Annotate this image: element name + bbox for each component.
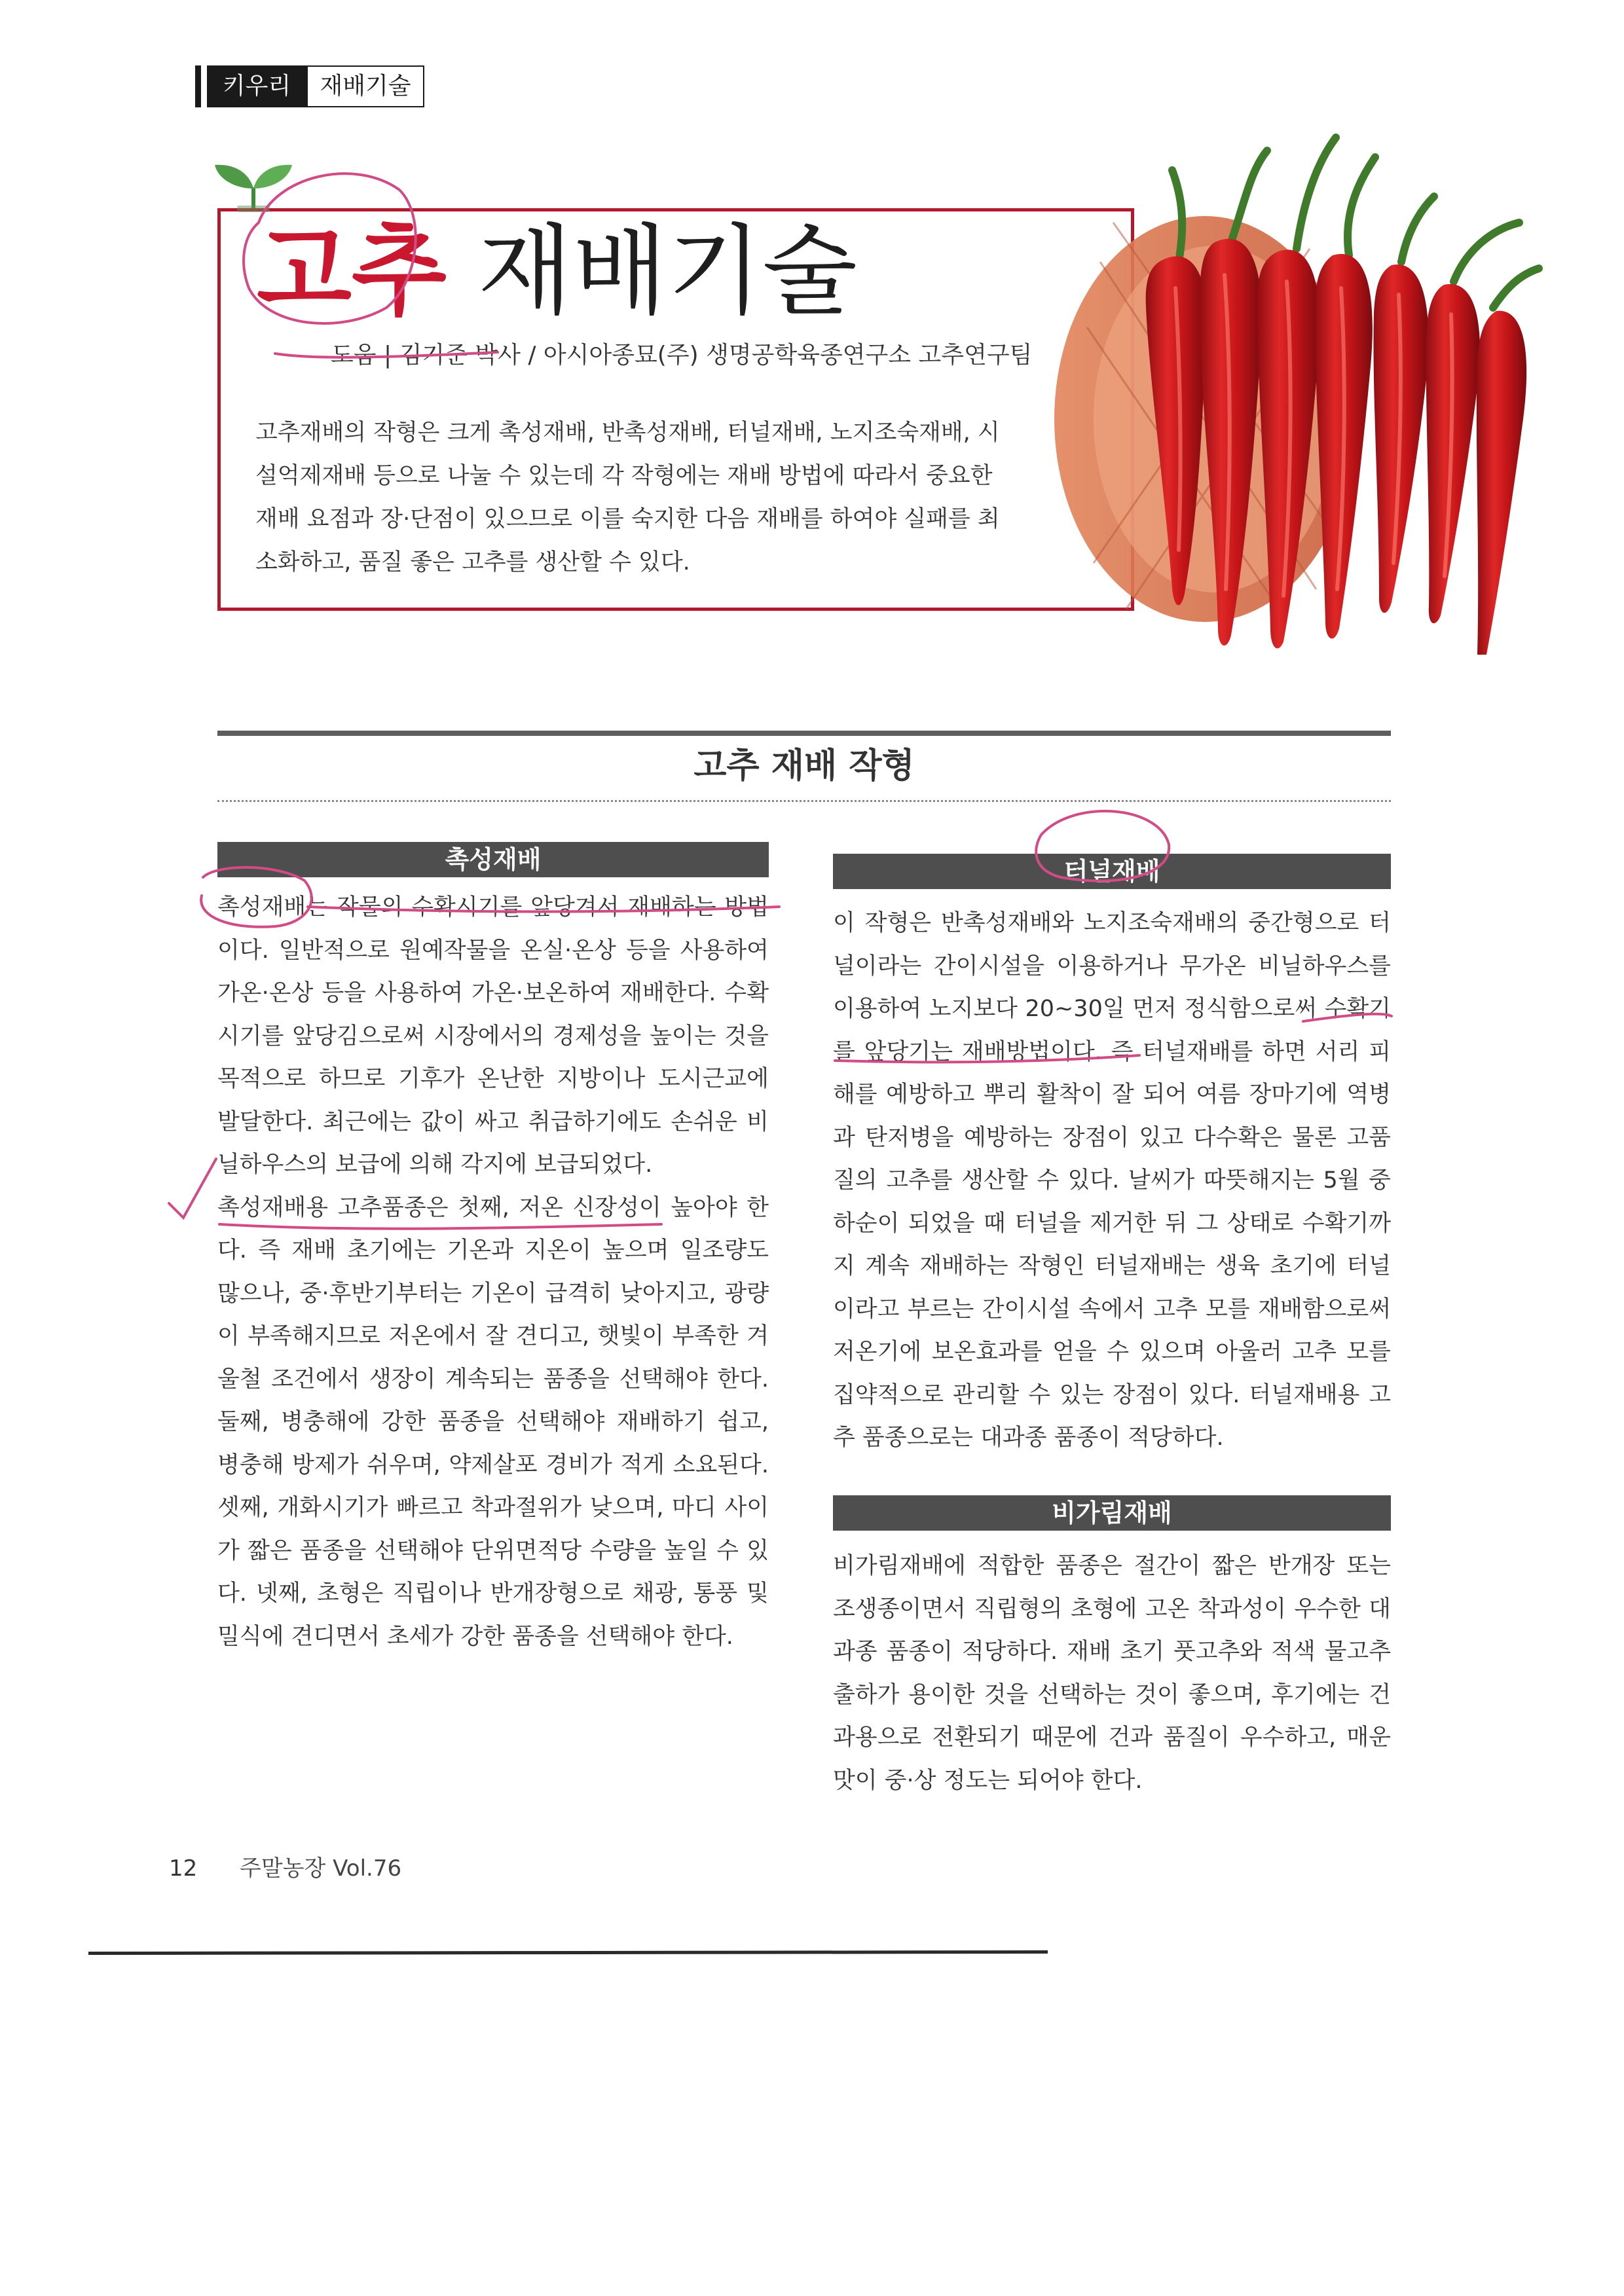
scan-edge-line	[88, 1950, 1048, 1955]
red-peppers-illustration	[1035, 92, 1545, 655]
sprout-icon	[211, 156, 296, 215]
page-title	[257, 216, 857, 327]
tunnel-paragraph-1: 이 작형은 반촉성재배와 노지조숙재배의 중간형으로 터널이라는 간이시설을 이용하거나 무가온 비닐하우스를 이용하여 노지보다 20~30일 먼저 정식함으로써 수확기를 앞당기는 재배방법이다. 즉 터널재배를 하면 서리 피해를 예방하고 뿌리 활착이 잘 되어 여름 장마기에 역병과 탄저병을 예방하는 장점이 있고 다수확은 물론 고품질의 고추를 생산할 수 있다. 날씨가 따뜻해지는 5월 중하순이 되었을 때 터널을 제거한 뒤 그 상태로 수확기까지 계속 재배하는 작형인 터널재배는 생육 초기에 터널이라고 부르는 간이시설 속에서 고추 모를 재배함으로써 저온기에 보온효과를 얻을 수 있으며 아울러 고추 모를 집약적으로 관리할 수 있는 장점이 있다. 터널재배용 고추 품종으로는 대과종 품종이 적당하다.	[833, 910, 1391, 1451]
pen-check	[169, 1159, 216, 1218]
byline: 도움 | 김기준 박사 / 아시아종묘(주) 생명공학육종연구소 고추연구팀	[331, 342, 1033, 369]
magazine-name: 주말농장 Vol.76	[240, 1855, 402, 1882]
chokseong-paragraph-1: 촉성재배는 작물의 수확시기를 앞당겨서 재배하는 방법이다. 일반적으로 원예작물을 온실·온상 등을 사용하여 가온·온상 등을 사용하여 가온·보온하여 재배한다. 수확시기를 앞당김으로써 시장에서의 경제성을 높이는 것을 목적으로 하므로 기후가 온난한 지방이나 도시근교에 발달한다. 최근에는 값이 싸고 취급하기에도 손쉬운 비닐하우스의 보급에 의해 각지에 보급되었다.	[217, 894, 769, 1178]
chokseong-paragraph-2: 촉성재배용 고추품종은 첫째, 저온 신장성이 높아야 한다. 즉 재배 초기에는 기온과 지온이 높으며 일조량도 많으나, 중·후반기부터는 기온이 급격히 낮아지고, 광량이 부족해지므로 저온에서 잘 견디고, 햇빛이 부족한 겨울철 조건에서 생장이 계속되는 품종을 선택해야 한다. 둘째, 병충해에 강한 품종을 선택해야 재배하기 쉽고, 병충해 방제가 쉬우며, 약제살포 경비가 적게 소요된다. 셋째, 개화시기가 빠르고 착과절위가 낮으며, 마디 사이가 짧은 품종을 선택해야 단위면적당 수량을 높일 수 있다. 넷째, 초형은 직립이나 반개장형으로 채광, 통풍 및 밀식에 견디면서 초세가 강한 품종을 선택해야 한다.	[217, 1194, 769, 1650]
section-rule-top	[217, 731, 1391, 736]
header-tag-bar	[195, 65, 201, 107]
section-title: 고추 재배 작형	[693, 746, 915, 786]
column-tunnel	[833, 902, 1391, 1460]
title-accent: 고추	[257, 215, 447, 329]
subheading-tunnel: 터널재배	[833, 854, 1391, 889]
intro-paragraph: 고추재배의 작형은 크게 촉성재배, 반촉성재배, 터널재배, 노지조숙재배, 시설억제재배 등으로 나눌 수 있는데 각 작형에는 재배 방법에 따라서 중요한 재배 요점과 장·단점이 있으므로 이를 숙지한 다음 재배를 하여야 실패를 최소화하고, 품질 좋은 고추를 생산할 수 있다.	[255, 420, 1000, 575]
header-tag-category: 키우리	[207, 65, 306, 107]
page-number: 12	[169, 1855, 198, 1882]
subheading-rainshelter: 비가림재배	[833, 1495, 1391, 1531]
column-chokseong	[217, 886, 769, 1658]
header-tag-topic: 재배기술	[306, 65, 424, 107]
section-rule-bottom	[217, 800, 1391, 802]
column-rainshelter	[833, 1545, 1391, 1802]
title-rest: 재배기술	[446, 215, 858, 329]
rainshelter-paragraph-1: 비가림재배에 적합한 품종은 절간이 짧은 반개장 또는 조생종이면서 직립형의 초형에 고온 착과성이 우수한 대과종 품종이 적당하다. 재배 초기 풋고추와 적색 물고추 출하가 용이한 것을 선택하는 것이 좋으며, 후기에는 건과용으로 전환되기 때문에 건과 품질이 우수하고, 매운맛이 중·상 정도는 되어야 한다.	[833, 1553, 1391, 1794]
subheading-chokseong: 촉성재배	[217, 842, 769, 877]
